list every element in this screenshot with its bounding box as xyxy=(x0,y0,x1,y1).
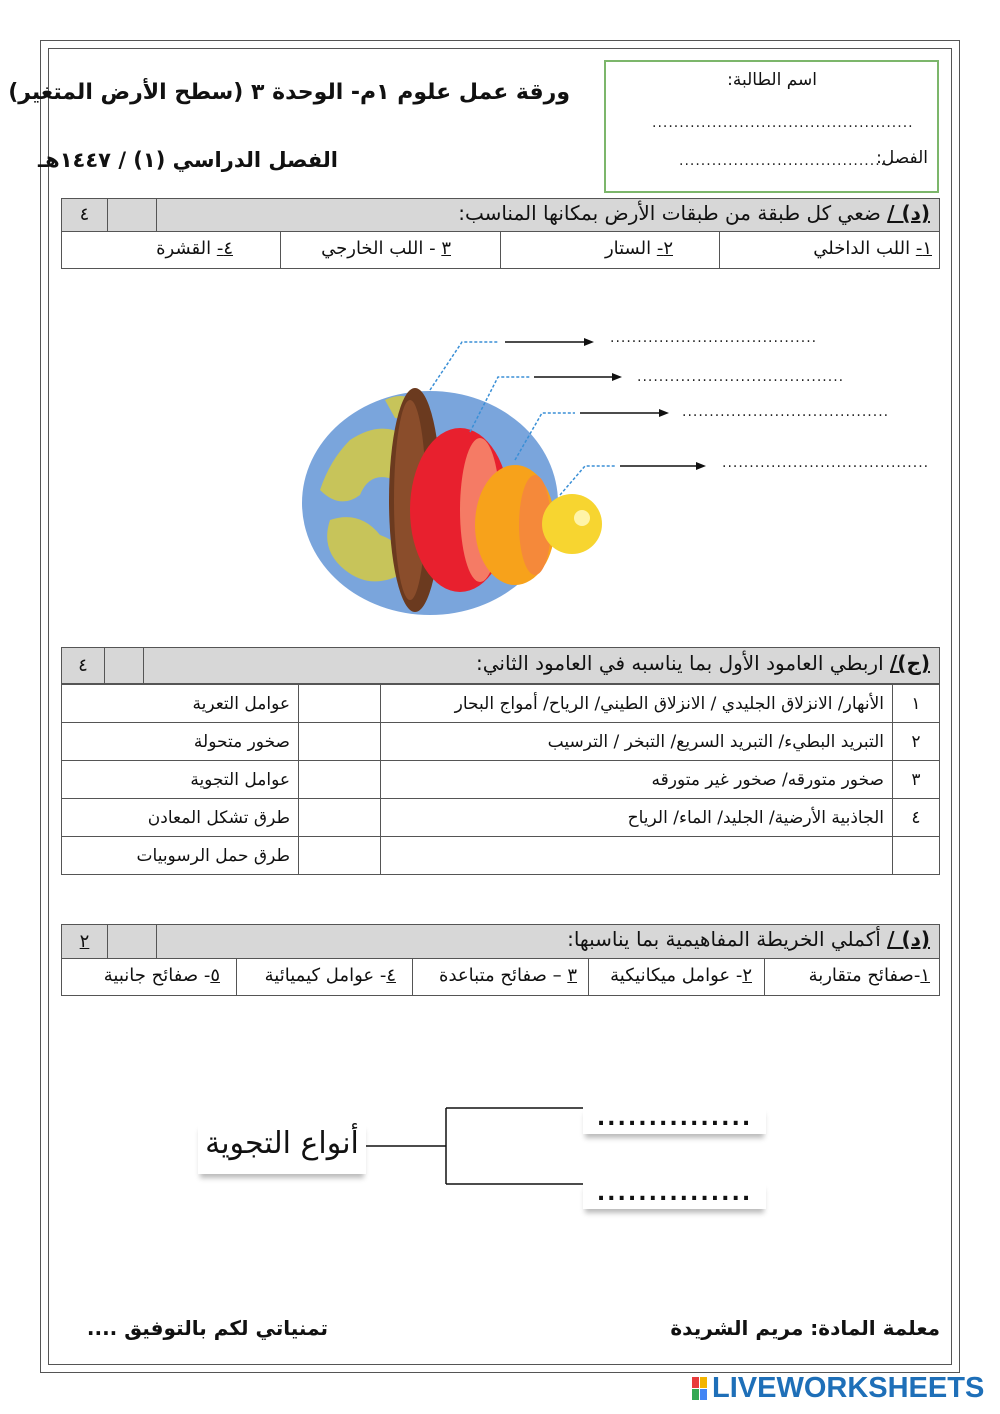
answer-cell[interactable] xyxy=(299,761,381,799)
section3-grade-cell[interactable] xyxy=(107,924,157,959)
divider xyxy=(719,231,720,269)
semester-label: الفصل الدراسي (١) / ١٤٤٧هـ xyxy=(37,148,338,172)
section1-title: (د) / ضعي كل طبقة من طبقات الأرض بمكانها المناسب: xyxy=(458,201,930,225)
concept-map-connectors xyxy=(360,1100,600,1200)
answer-cell[interactable] xyxy=(299,685,381,723)
divider xyxy=(280,231,281,269)
concept-option-4[interactable]: ٤- عوامل كيميائية xyxy=(264,965,396,986)
arrowhead-1 xyxy=(584,338,594,346)
divider xyxy=(500,231,501,269)
leader-inner-core xyxy=(560,466,615,495)
first-column-cell: التبريد البطيء/ التبريد السريع/ التبخر / الترسيب xyxy=(381,723,893,761)
arrowhead-3 xyxy=(659,409,669,417)
concept-option-5[interactable]: ٥- صفائح جانبية xyxy=(103,965,220,986)
liveworksheets-logo-icon xyxy=(692,1377,708,1401)
second-column-cell: طرق حمل الرسوبيات xyxy=(62,837,299,875)
inner-core-highlight xyxy=(574,510,590,526)
arrowhead-4 xyxy=(696,462,706,470)
section2-score: ٤ xyxy=(61,647,105,684)
section2-title: (ج)/ اربطي العامود الأول بما يناسبه في العامود الثاني: xyxy=(476,651,930,675)
section2-grade-cell[interactable] xyxy=(104,647,144,684)
concept-option-1[interactable]: ١-صفائح متقاربة xyxy=(808,965,930,986)
section3-score: ٢ xyxy=(61,924,108,959)
answer-blank-4[interactable]: ...................................... xyxy=(722,455,930,471)
concept-option-2[interactable]: ٢- عوامل ميكانيكية xyxy=(610,965,752,986)
concept-root: أنواع التجوية xyxy=(198,1122,366,1174)
row-number xyxy=(893,837,940,875)
answer-blank-1[interactable]: ...................................... xyxy=(610,330,818,346)
answer-cell[interactable] xyxy=(299,723,381,761)
layer-option-4[interactable]: ٤- القشرة xyxy=(156,238,233,259)
student-name-label: اسم الطالبة: xyxy=(727,70,817,90)
arrowhead-2 xyxy=(612,373,622,381)
answer-cell[interactable] xyxy=(299,837,381,875)
row-number: ٢ xyxy=(893,723,940,761)
second-column-cell: طرق تشكل المعادن xyxy=(62,799,299,837)
matching-table xyxy=(61,684,940,875)
concept-blank-2[interactable]: ............... xyxy=(583,1181,766,1209)
row-number: ٤ xyxy=(893,799,940,837)
row-number: ١ xyxy=(893,685,940,723)
concept-option-3[interactable]: ٣ – صفائح متباعدة xyxy=(439,965,577,986)
row-number: ٣ xyxy=(893,761,940,799)
divider xyxy=(236,958,237,996)
table-row xyxy=(62,685,940,723)
section3-title: (د) / أكملي الخريطة المفاهيمية بما يناسبها: xyxy=(567,927,930,951)
layer-option-1[interactable]: ١- اللب الداخلي xyxy=(813,238,932,259)
layer-option-3[interactable]: ٣ - اللب الخارجي xyxy=(321,238,451,259)
divider xyxy=(764,958,765,996)
divider xyxy=(412,958,413,996)
divider xyxy=(588,958,589,996)
leader-crust xyxy=(430,342,498,390)
table-row xyxy=(62,799,940,837)
answer-cell[interactable] xyxy=(299,799,381,837)
first-column-cell: الأنهار/ الانزلاق الجليدي / الانزلاق الطيني/ الرياح/ أمواج البحار xyxy=(381,685,893,723)
answer-blank-2[interactable]: ...................................... xyxy=(637,369,845,385)
closing-wishes: تمنياتي لكم بالتوفيق .... xyxy=(86,1316,328,1340)
table-row xyxy=(62,761,940,799)
table-row xyxy=(62,837,940,875)
second-column-cell: عوامل التعرية xyxy=(62,685,299,723)
inner-core-layer xyxy=(542,494,602,554)
section1-grade-cell[interactable] xyxy=(107,198,157,232)
table-row xyxy=(62,723,940,761)
first-column-cell xyxy=(381,837,893,875)
concept-blank-1[interactable]: ............... xyxy=(583,1106,766,1134)
second-column-cell: صخور متحولة xyxy=(62,723,299,761)
teacher-name: معلمة المادة: مريم الشريدة xyxy=(670,1316,940,1340)
class-label: الفصل: xyxy=(876,148,928,168)
worksheet-title: ورقة عمل علوم ١م- الوحدة ٣ (سطح الأرض المتغير) xyxy=(8,80,570,105)
first-column-cell: صخور متورقه/ صخور غير متورقه xyxy=(381,761,893,799)
answer-blank-3[interactable]: ...................................... xyxy=(682,404,890,420)
student-name-field[interactable]: ................................................ xyxy=(652,115,914,131)
first-column-cell: الجاذبية الأرضية/ الجليد/ الماء/ الرياح xyxy=(381,799,893,837)
class-field[interactable]: ...................................... xyxy=(679,153,887,169)
second-column-cell: عوامل التجوية xyxy=(62,761,299,799)
liveworksheets-watermark: LIVEWORKSHEETS xyxy=(712,1372,985,1404)
section1-score: ٤ xyxy=(61,198,108,232)
layer-option-2[interactable]: ٢- الستار xyxy=(604,238,673,259)
